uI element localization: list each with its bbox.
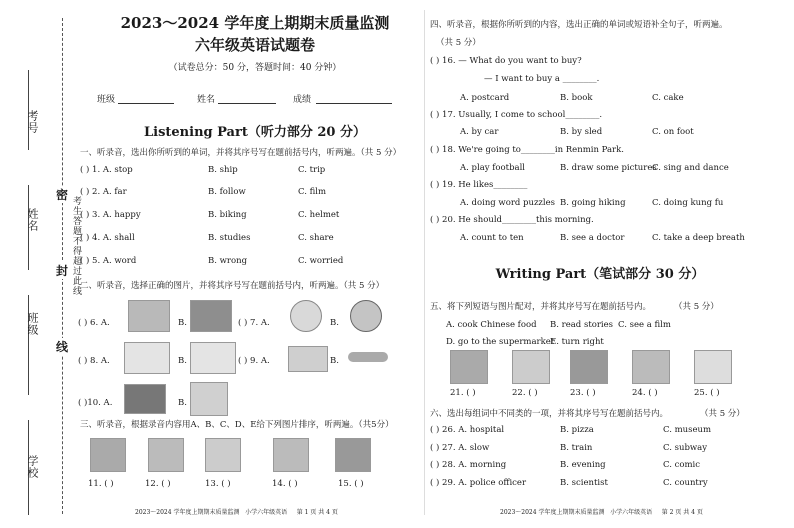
part5-instruction: 五、将下列短语与图片配对，并将其序号写在题前括号内。 <box>430 302 652 312</box>
q9-b-label: B. <box>330 356 339 366</box>
part5-option-e: E. turn right <box>550 337 604 347</box>
q8-a-crossroad-picture <box>124 342 170 374</box>
q17-a: A. by car <box>460 127 499 137</box>
q8-b-road-picture <box>190 342 236 374</box>
q27-b: B. train <box>560 443 593 453</box>
q15-label: 15. ( ) <box>338 479 364 489</box>
q7-b-label: B. <box>330 318 339 328</box>
q24-picture <box>632 350 670 384</box>
q7-a-face-icon <box>290 300 322 332</box>
q18-c: C. sing and dance <box>652 163 729 173</box>
q20-b: B. see a doctor <box>560 233 625 243</box>
exam-note: （试卷总分：50 分，答题时间：40 分钟） <box>168 63 342 73</box>
q9-b-plane-icon <box>348 352 388 362</box>
part5-points: （共 5 分） <box>674 302 719 312</box>
q29-b: B. scientist <box>560 478 608 488</box>
q6-a-label: ( ) 6. A. <box>78 318 110 328</box>
q5-c: C. worried <box>298 256 344 266</box>
q16-a: A. postcard <box>460 93 510 103</box>
q18-b: B. draw some pictures <box>560 163 657 173</box>
class-blank-line <box>28 295 29 395</box>
q2-b: B. follow <box>208 187 246 197</box>
name-field-label: 姓名 <box>197 95 216 105</box>
q2-c: C. film <box>298 187 327 197</box>
q8-a-label: ( ) 8. A. <box>78 356 110 366</box>
q26-c: C. museum <box>663 425 712 435</box>
q29-c: C. country <box>663 478 708 488</box>
q28-b: B. evening <box>560 460 606 470</box>
page-divider <box>424 10 425 515</box>
q7-a-label: ( ) 7. A. <box>238 318 270 328</box>
q23-label: 23. ( ) <box>570 388 596 398</box>
part4-instruction: 四、听录音，根据你所听到的内容，选出正确的单词或短语补全句子，听两遍。 <box>430 20 728 30</box>
q5-b: B. wrong <box>208 256 248 266</box>
q4-b: B. studies <box>208 233 251 243</box>
q20-a: A. count to ten <box>460 233 524 243</box>
seal-feng: 封 <box>56 264 69 278</box>
q6-b-label: B. <box>178 318 187 328</box>
q13-label: 13. ( ) <box>205 479 231 489</box>
banji-label: 班级 <box>26 312 39 336</box>
q21-picture <box>450 350 488 384</box>
q10-a-book-picture <box>124 384 166 414</box>
part1-instruction: 一、听录音，选出你所听到的单词，并将其序号写在题前括号内，听两遍。（共 5 分） <box>80 148 402 158</box>
score-field-label: 成绩 <box>293 95 312 105</box>
q26-a: ( ) 26. A. hospital <box>430 425 505 435</box>
q16-answer-line: — I want to buy a ________. <box>484 74 600 84</box>
q16-question: ( ) 16. — What do you want to buy? <box>430 56 582 66</box>
q18-a: A. play football <box>460 163 526 173</box>
part5-option-b: B. read stories <box>550 320 614 330</box>
part3-instruction: 三、听录音，根据录音内容用A、B、C、D、E给下列图片排序，听两遍。（共5分） <box>80 420 394 430</box>
q4-a: ( ) 4. A. shall <box>80 233 135 243</box>
q22-label: 22. ( ) <box>512 388 538 398</box>
part6-instruction: 六、选出每组词中不同类的一项，并将其序号写在题前括号内。 <box>430 409 669 419</box>
q9-a-bus-picture <box>288 346 328 372</box>
xuexiao-label: 学校 <box>26 455 39 479</box>
q27-c: C. subway <box>663 443 708 453</box>
q16-c: C. cake <box>652 93 684 103</box>
q9-a-label: ( ) 9. A. <box>238 356 270 366</box>
q19-b: B. going hiking <box>560 198 626 208</box>
q3-b: B. biking <box>208 210 247 220</box>
class-field-label: 班级 <box>97 95 116 105</box>
q17-b: B. by sled <box>560 127 603 137</box>
q20-question: ( ) 20. He should________this morning. <box>430 215 594 225</box>
q28-a: ( ) 28. A. morning <box>430 460 507 470</box>
q11-picture <box>90 438 126 472</box>
q21-label: 21. ( ) <box>450 388 476 398</box>
q3-c: C. helmet <box>298 210 340 220</box>
q10-b-postcard-picture <box>190 382 228 416</box>
q10-a-label: ( )10. A. <box>78 398 113 408</box>
q19-question: ( ) 19. He likes________ <box>430 180 528 190</box>
q29-a: ( ) 29. A. police officer <box>430 478 527 488</box>
writing-heading: Writing Part（笔试部分 30 分） <box>495 267 705 282</box>
q25-picture <box>694 350 732 384</box>
part6-points: （共 5 分） <box>700 409 745 419</box>
part2-instruction: 二、听录音，选择正确的图片，并将其序号写在题前括号内，听两遍。（共 5 分） <box>80 281 385 291</box>
q6-b-picture <box>190 300 232 332</box>
listening-heading: Listening Part（听力部分 20 分） <box>144 125 366 140</box>
q24-label: 24. ( ) <box>632 388 658 398</box>
q19-a: A. doing word puzzles <box>460 198 556 208</box>
part5-option-a: A. cook Chinese food <box>446 320 537 330</box>
name-field-input[interactable] <box>218 103 276 104</box>
q10-b-label: B. <box>178 398 187 408</box>
q8-b-label: B. <box>178 356 187 366</box>
q15-picture <box>335 438 371 472</box>
q27-a: ( ) 27. A. slow <box>430 443 490 453</box>
q1-a: ( ) 1. A. stop <box>80 165 133 175</box>
q25-label: 25. ( ) <box>694 388 720 398</box>
q6-a-picture <box>128 300 170 332</box>
kaohao-label: 考号 <box>26 110 39 134</box>
seal-xian: 线 <box>56 340 69 354</box>
q1-c: C. trip <box>298 165 326 175</box>
footer-right: 2023～2024 学年度上期期末质量监测 小学六年级英语 第 2 页 共 4 页 <box>500 509 703 516</box>
q18-question: ( ) 18. We're going to________in Renmin Park. <box>430 145 624 155</box>
q19-c: C. doing kung fu <box>652 198 724 208</box>
q1-b: B. ship <box>208 165 238 175</box>
score-field-input[interactable] <box>316 103 392 104</box>
q13-picture <box>205 438 241 472</box>
class-field-input[interactable] <box>118 103 174 104</box>
q3-a: ( ) 3. A. happy <box>80 210 141 220</box>
q14-label: 14. ( ) <box>272 479 298 489</box>
q17-question: ( ) 17. Usually, I come to school________. <box>430 110 603 120</box>
q12-label: 12. ( ) <box>145 479 171 489</box>
xingming-label: 姓名 <box>26 208 39 232</box>
binding-notice: 考生答题不得超过此线 <box>71 196 81 296</box>
part5-option-d: D. go to the supermarket <box>446 337 555 347</box>
part5-option-c: C. see a film <box>618 320 671 330</box>
q5-a: ( ) 5. A. word <box>80 256 137 266</box>
q23-picture <box>570 350 608 384</box>
part4-points: （共 5 分） <box>436 38 481 48</box>
q4-c: C. share <box>298 233 334 243</box>
q16-b: B. book <box>560 93 593 103</box>
q26-b: B. pizza <box>560 425 594 435</box>
q14-picture <box>273 438 309 472</box>
seal-mi: 密 <box>56 188 69 202</box>
exam-title: 2023～2024 学年度上期期末质量监测 <box>120 14 390 32</box>
q20-c: C. take a deep breath <box>652 233 745 243</box>
q11-label: 11. ( ) <box>88 479 114 489</box>
q12-picture <box>148 438 184 472</box>
q7-b-angry-face-icon <box>350 300 382 332</box>
q17-c: C. on foot <box>652 127 694 137</box>
footer-left: 2023～2024 学年度上期期末质量监测 小学六年级英语 第 1 页 共 4 页 <box>135 509 338 516</box>
q22-picture <box>512 350 550 384</box>
q28-c: C. comic <box>663 460 701 470</box>
q2-a: ( ) 2. A. far <box>80 187 127 197</box>
exam-subtitle: 六年级英语试题卷 <box>194 36 315 54</box>
